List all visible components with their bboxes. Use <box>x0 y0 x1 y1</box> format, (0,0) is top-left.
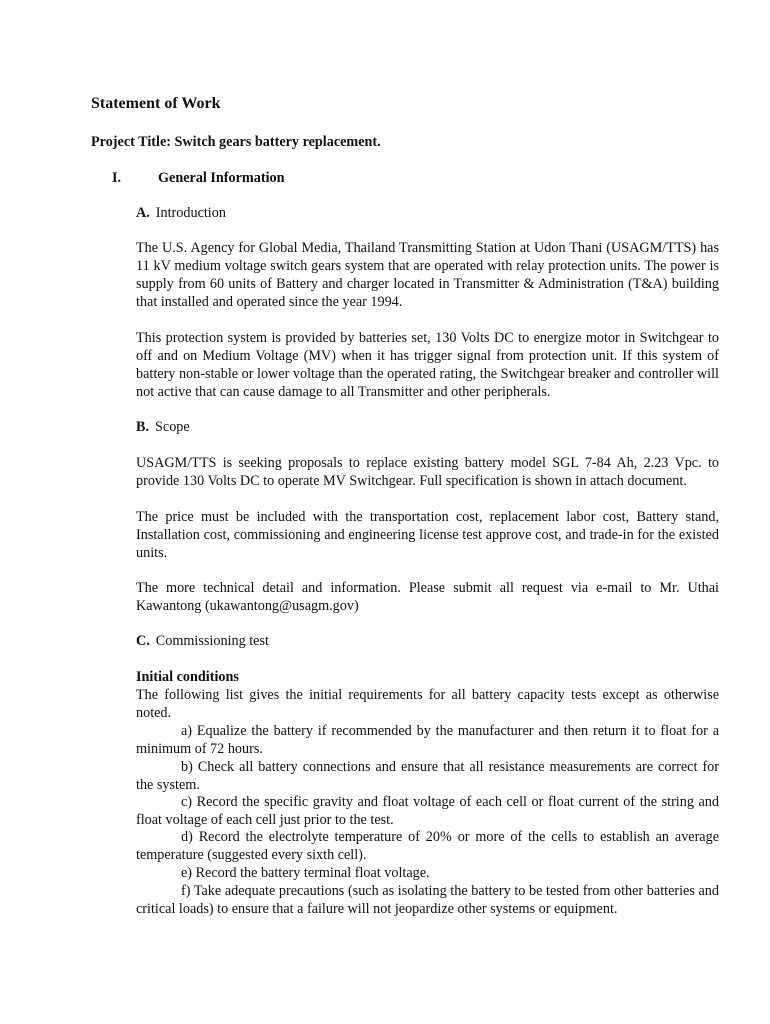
section-title: General Information <box>158 170 285 186</box>
scope-paragraph-2: The price must be included with the transportation cost, replacement labor cost, Battery stand, Installation cost, commissioning and engineering license test approve cost, and trade-in for the existed units. <box>136 509 719 561</box>
intro-heading-text: Introduction <box>155 205 226 221</box>
intro-paragraph-1: The U.S. Agency for Global Media, Thailand Transmitting Station at Udon Thani (USAGM/TTS) has 11 kV medium voltage switch gears system that are operated with relay protection units. The power is supply from 60 units of Battery and charger located in Transmitter & Administration (T&A) building that installed and operated since the year 1994. <box>136 240 719 310</box>
scope-heading-text: Scope <box>155 419 190 435</box>
condition-item-a: a) Equalize the battery if recommended by the manufacturer and then return it to float for a minimum of 72 hours. <box>136 723 719 757</box>
initial-conditions-heading: Initial conditions <box>136 669 239 685</box>
intro-paragraph-2: This protection system is provided by batteries set, 130 Volts DC to energize motor in Switchgear to off and on Medium Voltage (MV) when it has trigger signal from protection unit. If this system of battery non-stable or lower voltage than the operated rating, the Switchgear breaker and controller will not active that can cause damage to all Transmitter and other peripherals. <box>136 330 719 400</box>
condition-item-e: e) Record the battery terminal float voltage. <box>181 865 430 881</box>
project-title: Project Title: Switch gears battery replacement. <box>91 134 381 150</box>
condition-item-b: b) Check all battery connections and ensure that all resistance measurements are correct for the system. <box>136 759 719 793</box>
document-title: Statement of Work <box>91 95 221 112</box>
commissioning-heading-text: Commissioning test <box>155 633 269 649</box>
condition-item-f: f) Take adequate precautions (such as isolating the battery to be tested from other batteries and critical loads) to ensure that a failure will not jeopardize other systems or equipment. <box>136 883 719 917</box>
intro-letter: A. <box>136 205 150 221</box>
initial-conditions-text: The following list gives the initial requirements for all battery capacity tests except as otherwise noted. <box>136 687 719 721</box>
scope-letter: B. <box>136 419 150 435</box>
scope-paragraph-3: The more technical detail and information. Please submit all request via e-mail to Mr. Uthai Kawantong (ukawantong@usagm.gov) <box>136 580 719 614</box>
commissioning-heading <box>136 632 269 650</box>
scope-heading <box>136 418 190 436</box>
condition-item-c: c) Record the specific gravity and float voltage of each cell or float current of the string and float voltage of each cell just prior to the test. <box>136 794 719 828</box>
condition-item-d: d) Record the electrolyte temperature of 20% or more of the cells to establish an average temperature (suggested every sixth cell). <box>136 829 719 863</box>
intro-heading <box>136 204 226 222</box>
section-number: I. <box>112 170 122 186</box>
scope-paragraph-1: USAGM/TTS is seeking proposals to replace existing battery model SGL 7-84 Ah, 2.23 Vpc. to provide 130 Volts DC to operate MV Switchgear. Full specification is shown in attach document. <box>136 455 719 489</box>
commissioning-letter: C. <box>136 633 150 649</box>
